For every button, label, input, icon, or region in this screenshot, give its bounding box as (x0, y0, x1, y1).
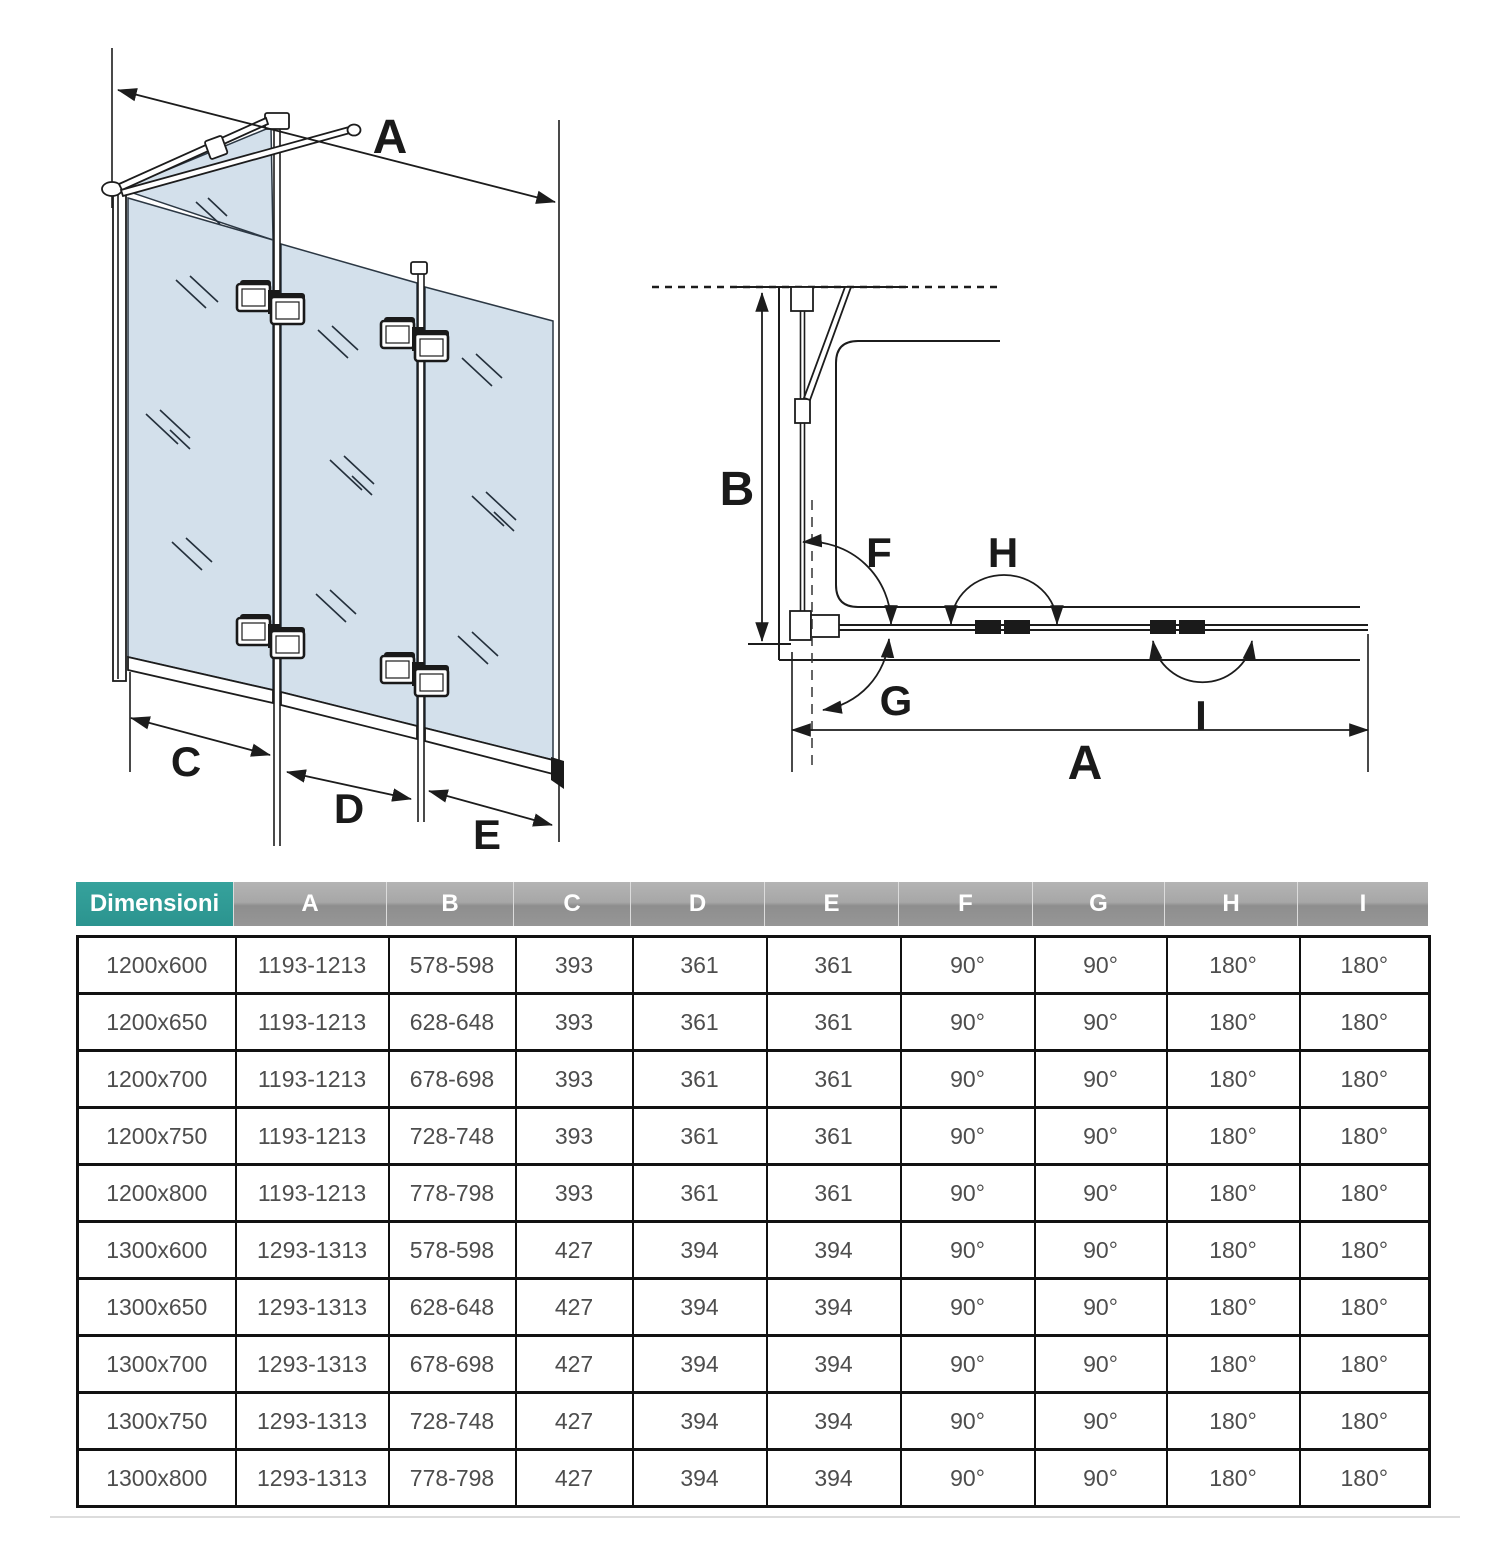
table-cell: 427 (516, 1222, 633, 1279)
table-cell: 1293-1313 (236, 1450, 389, 1507)
dimension-label-e: E (472, 811, 502, 858)
table-cell: 1200x800 (78, 1165, 236, 1222)
table-cell: 180° (1300, 1279, 1430, 1336)
table-cell: 361 (767, 937, 901, 994)
table-cell: 180° (1300, 994, 1430, 1051)
table-cell: 427 (516, 1279, 633, 1336)
table-cell: 90° (1035, 1393, 1167, 1450)
table-cell: 361 (767, 1051, 901, 1108)
table-cell: 90° (901, 994, 1035, 1051)
table-cell: 393 (516, 994, 633, 1051)
table-cell: 1193-1213 (236, 1165, 389, 1222)
pivot-block (790, 611, 811, 640)
hinge-block (1179, 620, 1205, 634)
table-cell: 728-748 (389, 1108, 516, 1165)
table-cell: 180° (1300, 1165, 1430, 1222)
plan-view-drawing (652, 287, 1368, 790)
table-body (76, 935, 1431, 1508)
dimension-label-a: A (372, 111, 408, 164)
table-cell: 1200x600 (78, 937, 236, 994)
table-cell: 361 (633, 937, 767, 994)
table-row (78, 1336, 1430, 1393)
table-cell: 180° (1167, 1165, 1300, 1222)
table-header-h: H (1165, 882, 1298, 926)
support-clamp (795, 399, 810, 423)
table-cell: 1200x750 (78, 1108, 236, 1165)
table-cell: 427 (516, 1336, 633, 1393)
table-cell: 394 (633, 1279, 767, 1336)
table-cell: 628-648 (389, 1279, 516, 1336)
table-cell: 778-798 (389, 1450, 516, 1507)
table-cell: 1300x650 (78, 1279, 236, 1336)
table-row (78, 937, 1430, 994)
table-header-d: D (631, 882, 765, 926)
dimensions-table (76, 882, 1428, 1508)
table-cell: 1193-1213 (236, 937, 389, 994)
table-cell: 90° (1035, 1222, 1167, 1279)
table-cell: 394 (767, 1336, 901, 1393)
table-header-g: G (1033, 882, 1165, 926)
table-cell: 1293-1313 (236, 1393, 389, 1450)
wall-profile (113, 191, 126, 681)
table-cell: 180° (1167, 1279, 1300, 1336)
angle-label-i: I (1195, 692, 1207, 739)
ceiling-mount (791, 287, 813, 311)
table-row (78, 1222, 1430, 1279)
table-cell: 393 (516, 1108, 633, 1165)
table-cell: 1293-1313 (236, 1222, 389, 1279)
table-header-a: A (234, 882, 387, 926)
table-header-row (76, 882, 1428, 926)
table-cell: 90° (1035, 1336, 1167, 1393)
table-cell: 393 (516, 1165, 633, 1222)
table-cell: 361 (767, 994, 901, 1051)
table-cell: 90° (901, 1450, 1035, 1507)
dimension-label-a-plan: A (1067, 737, 1103, 790)
table-cell: 90° (1035, 994, 1167, 1051)
table-row (78, 994, 1430, 1051)
table-shadow-line (50, 1516, 1460, 1518)
table-cell: 1200x650 (78, 994, 236, 1051)
table-cell: 1193-1213 (236, 994, 389, 1051)
table-cell: 394 (767, 1222, 901, 1279)
table-cell: 90° (901, 1222, 1035, 1279)
table-cell: 361 (633, 1051, 767, 1108)
table-header-e: E (765, 882, 899, 926)
table-cell: 90° (1035, 1279, 1167, 1336)
table-cell: 394 (767, 1450, 901, 1507)
table-cell: 90° (901, 1108, 1035, 1165)
table-cell: 1200x700 (78, 1051, 236, 1108)
hinge-block (1004, 620, 1030, 634)
table-cell: 90° (1035, 1165, 1167, 1222)
table-cell: 394 (767, 1279, 901, 1336)
table-cell: 90° (901, 937, 1035, 994)
table-cell: 1300x700 (78, 1336, 236, 1393)
table-cell: 90° (1035, 1450, 1167, 1507)
table-cell: 361 (633, 1108, 767, 1165)
table-row (78, 1051, 1430, 1108)
table-cell: 180° (1300, 937, 1430, 994)
table-cell: 180° (1300, 1051, 1430, 1108)
table-cell: 90° (901, 1393, 1035, 1450)
hinge-block (975, 620, 1001, 634)
table-cell: 1300x800 (78, 1450, 236, 1507)
table-header-b: B (387, 882, 514, 926)
table-header-i: I (1298, 882, 1428, 926)
angle-label-h: H (987, 529, 1019, 576)
hinge-block (1150, 620, 1176, 634)
table-cell: 90° (901, 1051, 1035, 1108)
table-cell: 361 (767, 1108, 901, 1165)
front-view-drawing (102, 48, 564, 858)
table-cell: 1193-1213 (236, 1051, 389, 1108)
table-cell: 394 (633, 1393, 767, 1450)
table-cell: 628-648 (389, 994, 516, 1051)
table-cell: 394 (633, 1336, 767, 1393)
table-cell: 1193-1213 (236, 1108, 389, 1165)
table-cell: 180° (1167, 937, 1300, 994)
table-cell: 427 (516, 1393, 633, 1450)
table-cell: 180° (1300, 1393, 1430, 1450)
table-cell: 180° (1167, 1108, 1300, 1165)
screen-fold-outline (836, 341, 1360, 607)
dimension-label-c: C (170, 738, 202, 785)
table-cell: 393 (516, 937, 633, 994)
table-cell: 90° (901, 1279, 1035, 1336)
table-cell: 361 (633, 1165, 767, 1222)
table-cell: 180° (1167, 1051, 1300, 1108)
pivot-block (811, 615, 839, 637)
table-cell: 180° (1300, 1450, 1430, 1507)
angle-label-g: G (879, 677, 913, 724)
table-cell: 578-598 (389, 1222, 516, 1279)
table-cell: 678-698 (389, 1051, 516, 1108)
angle-arc-i (1153, 641, 1252, 682)
table-cell: 90° (1035, 1051, 1167, 1108)
dimension-label-d: D (333, 785, 365, 832)
table-header-f: F (899, 882, 1033, 926)
dimension-label-b: B (719, 463, 755, 516)
table-row (78, 1450, 1430, 1507)
table-cell: 427 (516, 1450, 633, 1507)
table-cell: 180° (1167, 1336, 1300, 1393)
table-row (78, 1108, 1430, 1165)
table-cell: 394 (633, 1222, 767, 1279)
table-cell: 728-748 (389, 1393, 516, 1450)
rail-end-cap (551, 757, 564, 789)
table-cell: 180° (1300, 1222, 1430, 1279)
table-cell: 361 (767, 1165, 901, 1222)
table-header-c: C (514, 882, 631, 926)
table-row (78, 1393, 1430, 1450)
table-cell: 578-598 (389, 937, 516, 994)
table-header-dimensioni: Dimensioni (76, 882, 234, 926)
table-cell: 180° (1167, 1222, 1300, 1279)
table-cell: 180° (1167, 1450, 1300, 1507)
table-cell: 1293-1313 (236, 1279, 389, 1336)
table-cell: 361 (633, 994, 767, 1051)
table-cell: 1300x750 (78, 1393, 236, 1450)
table-cell: 1300x600 (78, 1222, 236, 1279)
angle-arc-h (951, 575, 1057, 624)
table-cell: 678-698 (389, 1336, 516, 1393)
table-cell: 90° (1035, 1108, 1167, 1165)
table-cell: 1293-1313 (236, 1336, 389, 1393)
table-cell: 180° (1167, 994, 1300, 1051)
table-cell: 90° (901, 1336, 1035, 1393)
angle-label-f: F (866, 529, 892, 576)
support-bar-end-cap (348, 125, 361, 136)
table-cell: 180° (1300, 1108, 1430, 1165)
table-row (78, 1279, 1430, 1336)
table-cell: 394 (633, 1450, 767, 1507)
table-cell: 393 (516, 1051, 633, 1108)
table-cell: 90° (901, 1165, 1035, 1222)
table-cell: 778-798 (389, 1165, 516, 1222)
table-cell: 180° (1167, 1393, 1300, 1450)
table-row (78, 1165, 1430, 1222)
table-cell: 180° (1300, 1336, 1430, 1393)
table-cell: 90° (1035, 937, 1167, 994)
table-cell: 394 (767, 1393, 901, 1450)
